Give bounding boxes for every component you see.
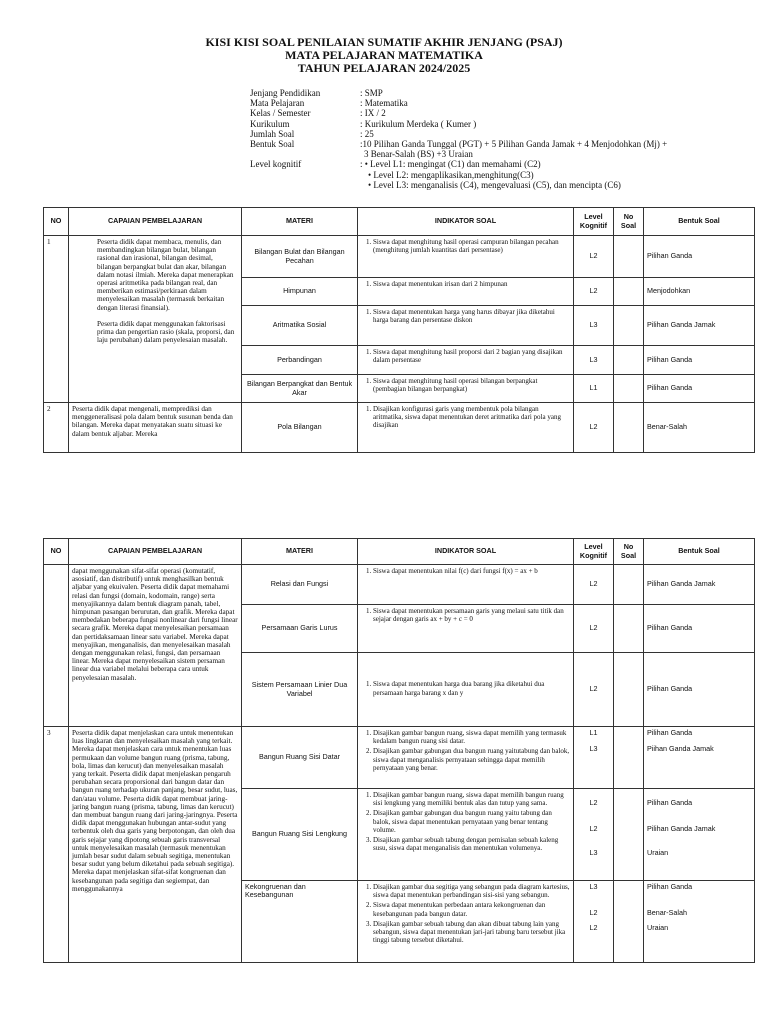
level-cell: L3 [574, 346, 614, 375]
info-value: :10 Pilihan Ganda Tunggal (PGT) + 5 Pilihan Ganda Jamak + 4 Menjodohkan (Mj) + [360, 139, 668, 150]
indikator-item: 2. Disajikan gambar gabungan dua bangun ruang yaitutabung dan balok, siswa dapat menganalisis pernyataan sehingga dapat memilih pernyataan yang benar. [373, 747, 570, 772]
materi-cell: Persamaan Garis Lurus [242, 605, 358, 653]
indikator-cell [358, 306, 574, 346]
col-header-materi: MATERI [242, 539, 358, 565]
materi-cell: Perbandingan [242, 346, 358, 375]
table-row [44, 403, 755, 453]
info-label: Jenjang Pendidikan [250, 88, 321, 98]
info-label: Mata Pelajaran [250, 98, 305, 109]
level-cell [574, 727, 614, 789]
cp-text: Peserta didik dapat menggunakan faktorisasi prima dan pengertian rasio (skala, proporsi, dan laju perubahan) dalam penyelesaian masalah. [97, 319, 235, 345]
col-header-indikator: INDIKATOR SOAL [358, 539, 574, 565]
info-label: Kurikulum [250, 118, 290, 129]
indikator-cell [358, 789, 574, 881]
indikator-item: 1. Siswa dapat menentukan persamaan garis yang melaui satu titik dan sejajar dengan garis ax + by + c = 0 [373, 607, 570, 623]
level-value: L3 [589, 882, 598, 891]
nosoal-cell [614, 789, 644, 881]
level-cell: L2 [574, 278, 614, 306]
level-value: L2 [589, 798, 598, 807]
cp-cell: Peserta didik dapat menjelaskan cara untuk menentukan luas lingkaran dan menyelesaikan masalah yang terkait. Mereka dapat menjelaskan cara untuk menentukan luas permukaan dan volume bangun ruang (prisma, tabung, bola, limas dan kerucut) dan menyelesaikan masalah yang terkait. Peserta didik dapat menjelaskan pengaruh perubahan secara proporsional dari bangun datar dan bangun ruang terhadap ukuran panjang, besar sudut, luas, dan/atau volume. Peserta didik dapat membuat jaring-jaring bangun ruang (prisma, tabung, limas dan kerucut) dan membuat bangun ruang dari jaring-jaringnya. Peserta didik dapat menggunakan hubungan antar-sudut yang terbentuk oleh dua garis yang berpotongan, dan oleh dua garis sejajar yang dipotong sebuah garis transversal untuk menyelesaikan masalah (termasuk menentukan jumlah besar sudut dalam sebuah segitiga, menentukan besar sudut yang belum diketahui pada sebuah segitiga). Mereka dapat menjelaskan sifat-sifat kongruenan dan kesebangunan pada segitiga dan segiempat, dan menggunakannya [69, 727, 242, 963]
indikator-item: 1. Siswa dapat menghitung hasil operasi campuran bilangan pecahan (menghitung jumlah kuantitas dari persentase) [373, 238, 570, 254]
level-item: • Level L2: mengaplikasikan,menghitung(C3) [368, 169, 534, 180]
level-cell: L1 [574, 375, 614, 403]
indikator-cell [358, 605, 574, 653]
bentuk-cell: Benar-Salah [644, 403, 755, 453]
bentuk-cell [644, 881, 755, 963]
level-value: L2 [589, 824, 598, 834]
info-label: Jumlah Soal [250, 128, 295, 139]
level-value: L1 [589, 728, 598, 737]
level-label: Level kognitif [250, 159, 302, 170]
cp-text: Peserta didik dapat membaca, menulis, dan membandingkan bilangan bulat, bilangan rasional dan irasional, bilangan desimal, bilangan berpangkat bulat dan akar, bilangan dalam notasi ilmiah. Mereka dapat menerapkan operasi aritmetika pada bilangan real, dan memberikan estimasi/perkiraan dalam menyelesaikan masalah (termasuk berkaitan dengan literasi finansial). [97, 238, 234, 312]
materi-cell: Bangun Ruang Sisi Datar [242, 727, 358, 789]
indikator-item: 1. Siswa dapat menentukan irisan dari 2 himpunan [373, 280, 570, 288]
info-value: : Matematika [360, 98, 408, 109]
indikator-item: 3. Disajikan gambar sebuah tabung dan akan dibuat tabung lain yang sebangun, siswa dapat menentukan jari-jari tabung baru tersebut jika tinggi tabung tersebut diketahui. [373, 920, 570, 945]
indikator-cell [358, 881, 574, 963]
bentuk-cell [644, 789, 755, 881]
level-cell: L3 [574, 306, 614, 346]
bentuk-value: Pilihan Ganda Jamak [647, 824, 716, 834]
col-header-materi: MATERI [242, 208, 358, 236]
bentuk-cell: Pilihan Ganda Jamak [644, 565, 755, 605]
bentuk-value: Uraian [647, 923, 669, 933]
materi-cell: Bangun Ruang Sisi Lengkung [242, 789, 358, 881]
col-header-no: NO [44, 208, 69, 236]
level-cell: L2 [574, 605, 614, 653]
indikator-item: 1. Siswa dapat menghitung hasil proporsi dari 2 bagian yang disajikan dalam persentase [373, 348, 570, 364]
indikator-item: 2. Disajikan gambar gabungan dua bangun ruang yaitu tabung dan balok, siswa dapat menentukan pernyataan yang benar tentang volume. [373, 809, 570, 834]
info-value: : 25 [360, 128, 374, 139]
bentuk-value: Uraian [647, 848, 669, 858]
col-header-bentuk: Bentuk Soal [644, 208, 755, 236]
cp-cell: dapat menggunakan sifat-sifat operasi (komutatif, asosiatif, dan distributif) untuk menghasilkan bentuk aljabar yang ekuivalen. Peserta didik dapat memahami relasi dan fungsi (domain, kodomain, range) serta menyajikannya dalam bentuk diagram panah, tabel, himpunan pasangan berurutan, dan grafik. Mereka dapat membedakan beberapa fungsi nonlinear dari fungsi linear secara grafik. Mereka dapat menyelesaikan persamaan dan pertidaksamaan linear satu variabel. Mereka dapat menyajikan, menganalisis, dan menyelesaikan masalah dengan menggunakan relasi, fungsi, dan persamaan linear. Mereka dapat menyelesaikan sistem persaman linear dua variabel melalui beberapa cara untuk penyelesaian masalah. [69, 565, 242, 727]
indikator-item: 1. Siswa dapat menghitung hasil operasi bilangan berpangkat (pembagian bilangan berpangkat) [373, 377, 570, 393]
indikator-item: 1. Siswa dapat menentukan nilai f(c) dari fungsi f(x) = ax + b [373, 567, 570, 575]
level-value: L2 [589, 908, 598, 918]
bentuk-value: Pilihan Ganda [647, 798, 693, 807]
level-value: L3 [589, 848, 598, 858]
indikator-item: 1. Disajikan konfigurasi garis yang membentuk pola bilangan aritmatika, siswa dapat menentukan deret aritmatika dari pola yang disajikan [373, 405, 570, 430]
col-header-bentuk: Bentuk Soal [644, 539, 755, 565]
col-header-nosoal: No Soal [614, 208, 644, 236]
nosoal-cell [614, 403, 644, 453]
nosoal-cell [614, 306, 644, 346]
kisi-table-2 [43, 538, 755, 963]
materi-cell: Relasi dan Fungsi [242, 565, 358, 605]
indikator-item: 1. Siswa dapat menentukan harga yang harus dibayar jika diketahui harga barang dan persentase diskon [373, 308, 570, 324]
bentuk-cell: Pilihan Ganda Jamak [644, 306, 755, 346]
col-header-nosoal: No Soal [614, 539, 644, 565]
nosoal-cell [614, 565, 644, 605]
row-no [44, 565, 69, 727]
level-cell [574, 789, 614, 881]
indikator-cell [358, 653, 574, 727]
table-row [44, 727, 755, 789]
indikator-cell [358, 565, 574, 605]
col-header-indikator: INDIKATOR SOAL [358, 208, 574, 236]
materi-cell: Aritmatika Sosial [242, 306, 358, 346]
indikator-cell [358, 346, 574, 375]
info-block [250, 88, 667, 190]
kisi-table-1 [43, 207, 755, 453]
col-header-level: Level Kognitif [574, 208, 614, 236]
table-row [44, 236, 755, 278]
info-value: : IX / 2 [360, 108, 386, 119]
bentuk-cell: Pilihan Ganda [644, 605, 755, 653]
bentuk-cell: Pilihan Ganda [644, 375, 755, 403]
bentuk-cell [644, 727, 755, 789]
nosoal-cell [614, 278, 644, 306]
materi-cell: Pola Bilangan [242, 403, 358, 453]
nosoal-cell [614, 236, 644, 278]
info-value: : Kurikulum Merdeka ( Kumer ) [360, 118, 477, 129]
row-no: 3 [44, 727, 69, 963]
materi-cell: Himpunan [242, 278, 358, 306]
indikator-cell [358, 236, 574, 278]
nosoal-cell [614, 881, 644, 963]
bentuk-cell: Pilihan Ganda [644, 346, 755, 375]
level-value: L2 [589, 923, 598, 933]
level-cell [574, 881, 614, 963]
row-no: 1 [44, 236, 69, 403]
level-cell: L2 [574, 403, 614, 453]
cp-cell: Peserta didik dapat mengenali, memprediksi dan menggeneralisasi pola dalam bentuk susunan benda dan bilangan. Mereka dapat menyatakan suatu situasi ke dalam bentuk aljabar. Mereka [69, 403, 242, 453]
indikator-item: 1. Disajikan gambar bangun ruang, siswa dapat memilih yang termasuk kedalam bangun ruang sisi datar. [373, 729, 570, 745]
bentuk-value: Pilihan Ganda [647, 728, 693, 737]
bentuk-value: Pilihan Ganda [647, 882, 693, 891]
materi-cell: Bilangan Bulat dan Bilangan Pecahan [242, 236, 358, 278]
info-value: : SMP [360, 88, 383, 98]
table-row [44, 565, 755, 605]
info-label: Bentuk Soal [250, 139, 295, 150]
nosoal-cell [614, 346, 644, 375]
nosoal-cell [614, 727, 644, 789]
indikator-cell [358, 403, 574, 453]
materi-cell: Bilangan Berpangkat dan Bentuk Akar [242, 375, 358, 403]
nosoal-cell [614, 605, 644, 653]
indikator-item: 2. Siswa dapat menentukan perbedaan antara kekongruenan dan kesebangunan pada bangun datar. [373, 901, 570, 917]
level-cell: L2 [574, 236, 614, 278]
level-item: : • Level L1: mengingat (C1) dan memahami (C2) [360, 159, 541, 170]
indikator-cell [358, 375, 574, 403]
bentuk-value: Benar-Salah [647, 908, 687, 918]
indikator-item: 3. Disajikan gambar sebuah tabung dengan pemisalan sebuah kaleng susu, siswa dapat menganalisis dan menentukan volumenya. [373, 836, 570, 852]
bentuk-cell: Pilihan Ganda [644, 653, 755, 727]
bentuk-cell: Pilihan Ganda [644, 236, 755, 278]
nosoal-cell [614, 375, 644, 403]
indikator-cell [358, 727, 574, 789]
level-cell: L2 [574, 653, 614, 727]
indikator-item: 1. Siswa dapat menentukan harga dua barang jika diketahui dua persamaan harga barang x dan y [373, 680, 570, 696]
indikator-item: 1. Disajikan gambar bangun ruang, siswa dapat memilih bangun ruang sisi lengkung yang memiliki bentuk alas dan tutup yang sama. [373, 791, 570, 807]
indikator-cell [358, 278, 574, 306]
cp-cell [69, 236, 242, 403]
bentuk-value: Piihan Ganda Jamak [647, 744, 714, 754]
materi-cell: Sistem Persamaan Linier Dua Variabel [242, 653, 358, 727]
col-header-no: NO [44, 539, 69, 565]
level-item: • Level L3: menganalisis (C4), mengevaluasi (C5), dan mencipta (C6) [368, 179, 621, 190]
bentuk-cell: Menjodohkan [644, 278, 755, 306]
level-value: L3 [589, 744, 598, 754]
level-cell: L2 [574, 565, 614, 605]
doc-year: TAHUN PELAJARAN 2024/2025 [297, 61, 471, 75]
col-header-cp: CAPAIAN PEMBELAJARAN [69, 208, 242, 236]
col-header-level: Level Kognitif [574, 539, 614, 565]
materi-cell: Kekongruenan dan Kesebangunan [242, 881, 358, 963]
indikator-item: 1. Disajikan gambar dua segitiga yang sebangun pada diagram kartesius, siswa dapat menentukan perbandingan sisi-sisi yang sebangun. [373, 883, 570, 899]
doc-title: KISI KISI SOAL PENILAIAN SUMATIF AKHIR JENJANG (PSAJ) [205, 35, 563, 49]
info-label: Kelas / Semester [250, 108, 311, 119]
row-no: 2 [44, 403, 69, 453]
info-value-cont: 3 Benar-Salah (BS) +3 Uraian [364, 149, 473, 160]
doc-subtitle: MATA PELAJARAN MATEMATIKA [285, 48, 483, 62]
col-header-cp: CAPAIAN PEMBELAJARAN [69, 539, 242, 565]
nosoal-cell [614, 653, 644, 727]
